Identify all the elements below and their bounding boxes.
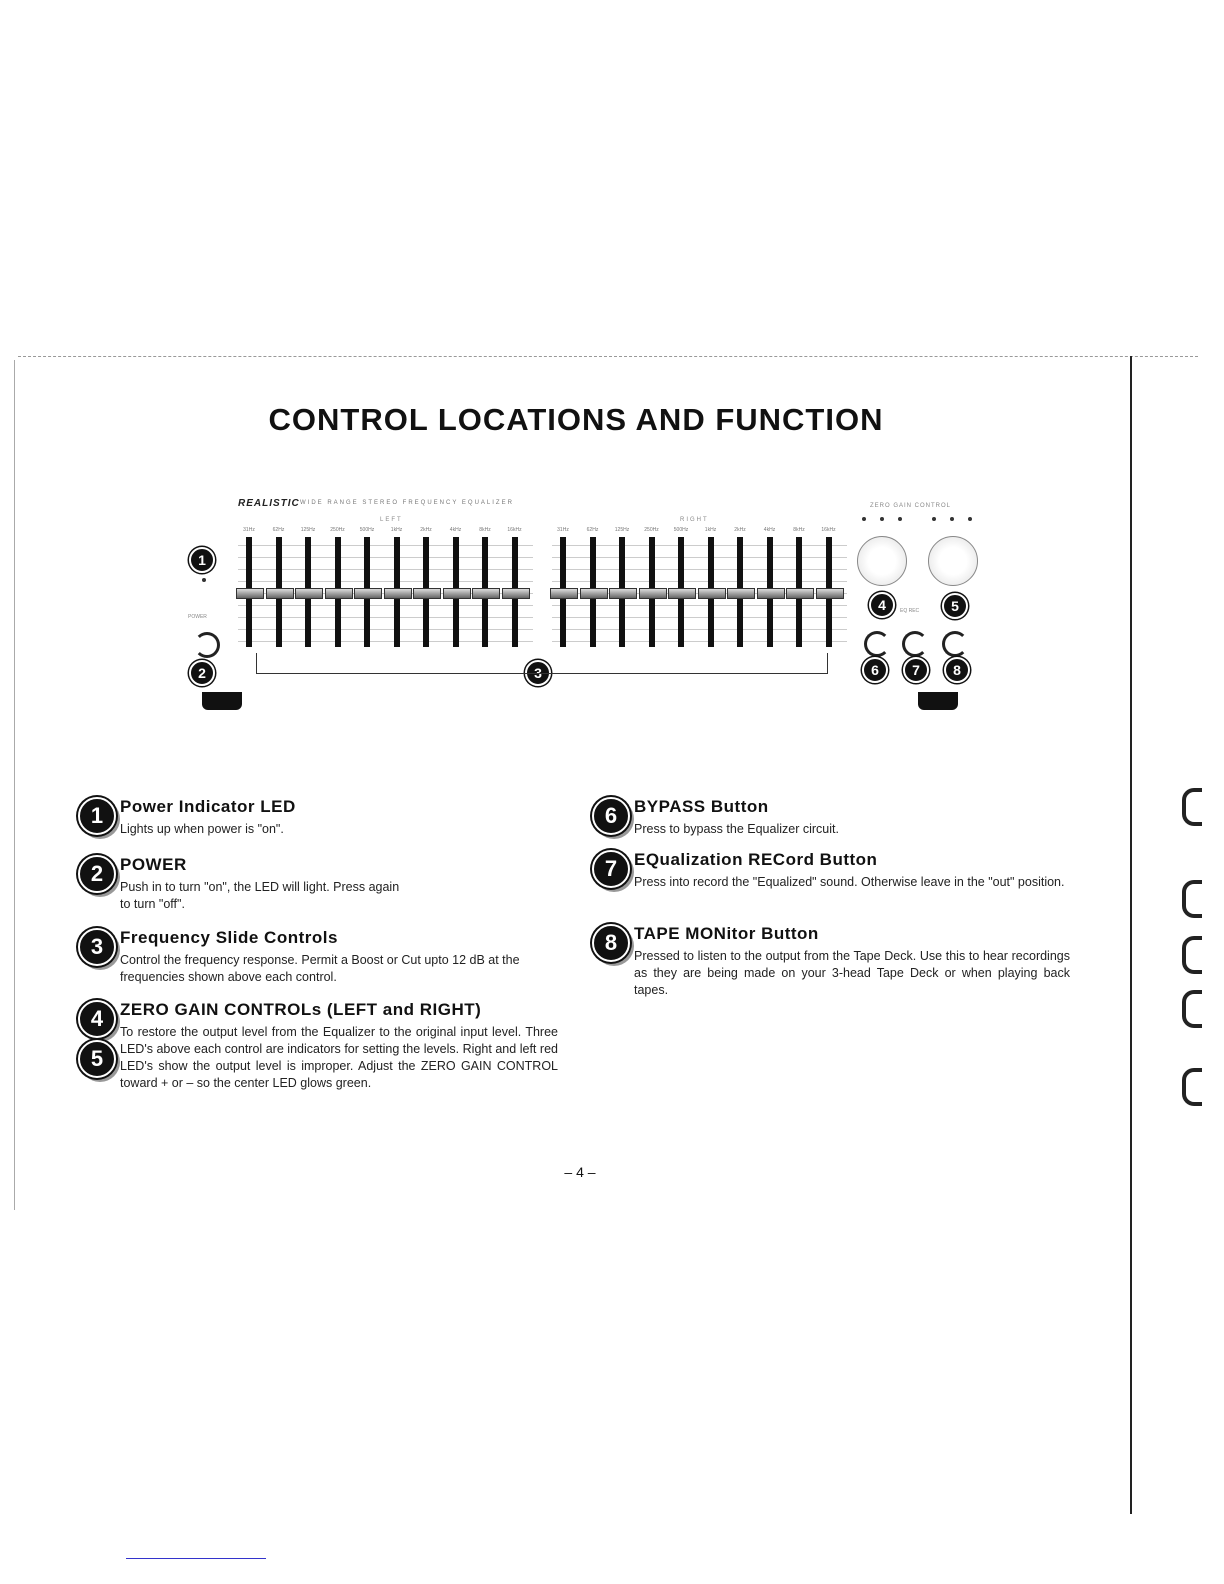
slider-grid-line xyxy=(552,641,847,642)
frequency-label: 16kHz xyxy=(821,527,836,533)
slider-knob-left xyxy=(472,588,500,599)
frequency-label: 500Hz xyxy=(359,527,375,533)
slider-knob-right xyxy=(757,588,785,599)
frequency-label: 125Hz xyxy=(300,527,316,533)
slider-grid-line xyxy=(238,617,533,618)
slider-knob-right xyxy=(639,588,667,599)
item-bypass xyxy=(592,797,1072,847)
power-label: POWER xyxy=(188,614,207,620)
slider-grid-line xyxy=(552,617,847,618)
brand-logo: REALISTIC xyxy=(238,498,300,509)
slider-knob-left xyxy=(295,588,323,599)
slider-bracket xyxy=(256,653,828,674)
edge-mark xyxy=(1182,990,1202,1028)
slider-grid-line xyxy=(552,629,847,630)
slider-grid-line xyxy=(238,569,533,570)
item-body: Pressed to listen to the output from the Tape Deck. Use this to hear recordings as they are being made on your 3-head Tape Deck or when playing back tapes. xyxy=(634,949,1070,997)
slider-grid-line xyxy=(238,557,533,558)
frequency-label: 500Hz xyxy=(673,527,689,533)
frequency-label: 8kHz xyxy=(479,527,491,533)
callout-7: 7 xyxy=(903,657,929,683)
slider-knob-right xyxy=(609,588,637,599)
slider-grid-line xyxy=(238,545,533,546)
right-rule xyxy=(1130,356,1132,1514)
item-body: To restore the output level from the Equalizer to the original input level. Three LED's above each control are indicators for setting the levels. Right and left red LED's show the output level is improper. Adjust the ZERO GAIN CONTROL toward + or – so the center LED glows green. xyxy=(120,1025,558,1090)
frequency-label: 1kHz xyxy=(390,527,403,533)
page-number: – 4 – xyxy=(564,1164,596,1180)
bottom-line xyxy=(126,1558,266,1559)
frequency-label: 125Hz xyxy=(614,527,630,533)
callout-3: 3 xyxy=(525,660,551,686)
frequency-label: 250Hz xyxy=(644,527,659,533)
callout-1: 1 xyxy=(189,547,215,573)
item-power xyxy=(78,855,558,917)
item-body: Control the frequency response. Permit a Boost or Cut upto 12 dB at the frequencies shown above each control. xyxy=(120,953,520,984)
frequency-label: 31Hz xyxy=(557,527,569,533)
slider-grid-line xyxy=(552,581,847,582)
frequency-label: 62Hz xyxy=(586,527,599,533)
eq-rec-label: EQ REC xyxy=(900,608,920,614)
zero-gain-label: ZERO GAIN CONTROL xyxy=(870,503,952,509)
badge-5: 5 xyxy=(78,1040,116,1078)
slider-knob-right xyxy=(550,588,578,599)
led-right-1 xyxy=(932,517,936,521)
item-body: Lights up when power is "on". xyxy=(120,822,284,836)
item-zero-gain xyxy=(78,1000,558,1130)
slider-knob-right xyxy=(816,588,844,599)
page-title: CONTROL LOCATIONS AND FUNCTION xyxy=(268,402,884,437)
frequency-label: 16kHz xyxy=(507,527,522,533)
slider-grid-line xyxy=(552,545,847,546)
led-left-3 xyxy=(898,517,902,521)
item-heading: BYPASS Button xyxy=(634,797,769,816)
item-heading: Frequency Slide Controls xyxy=(120,928,338,947)
item-heading: ZERO GAIN CONTROLs (LEFT and RIGHT) xyxy=(120,1000,482,1019)
callout-2: 2 xyxy=(189,660,215,686)
slider-knob-left xyxy=(325,588,353,599)
callout-6: 6 xyxy=(862,657,888,683)
tape-monitor-button xyxy=(942,631,968,657)
slider-grid-line xyxy=(238,641,533,642)
edge-mark xyxy=(1182,1068,1202,1106)
badge-1: 1 xyxy=(78,797,116,835)
slider-knob-left xyxy=(413,588,441,599)
frequency-label: 250Hz xyxy=(330,527,345,533)
eq-rec-button xyxy=(902,631,928,657)
led-right-3 xyxy=(968,517,972,521)
bypass-button xyxy=(864,631,890,657)
left-foot xyxy=(202,692,242,710)
slider-grid-line xyxy=(552,569,847,570)
slider-grid-line xyxy=(552,605,847,606)
top-rule xyxy=(18,356,1198,357)
slider-grid-line xyxy=(238,581,533,582)
slider-grid-line xyxy=(238,629,533,630)
badge-4: 4 xyxy=(78,1000,116,1038)
frequency-label: 4kHz xyxy=(763,527,776,533)
item-eq-rec xyxy=(592,850,1072,912)
slider-knob-left xyxy=(236,588,264,599)
led-left-2 xyxy=(880,517,884,521)
edge-mark xyxy=(1182,936,1202,974)
panel-subtitle: WIDE RANGE STEREO FREQUENCY EQUALIZER xyxy=(300,500,514,506)
callout-4: 4 xyxy=(869,592,895,618)
slider-knob-right xyxy=(698,588,726,599)
slider-knob-left xyxy=(502,588,530,599)
item-power-led xyxy=(78,797,558,847)
slider-knob-left xyxy=(384,588,412,599)
zero-gain-left-knob xyxy=(857,536,907,586)
frequency-label: 2kHz xyxy=(734,527,746,533)
frequency-label: 31Hz xyxy=(243,527,255,533)
item-body: Press into record the "Equalized" sound. Otherwise leave in the "out" position. xyxy=(634,875,1065,889)
power-led xyxy=(202,578,206,582)
slider-knob-left xyxy=(354,588,382,599)
slider-knob-left xyxy=(266,588,294,599)
item-heading: TAPE MONitor Button xyxy=(634,924,819,943)
power-button xyxy=(194,632,220,658)
badge-2: 2 xyxy=(78,855,116,893)
item-tape-monitor xyxy=(592,924,1072,1004)
frequency-label: 1kHz xyxy=(704,527,717,533)
left-rule xyxy=(14,360,15,1210)
slider-knob-right xyxy=(668,588,696,599)
led-right-2 xyxy=(950,517,954,521)
slider-knob-right xyxy=(727,588,755,599)
callout-5: 5 xyxy=(942,593,968,619)
slider-knob-right xyxy=(786,588,814,599)
frequency-label: 8kHz xyxy=(793,527,805,533)
callout-8: 8 xyxy=(944,657,970,683)
edge-mark xyxy=(1182,880,1202,918)
zero-gain-right-knob xyxy=(928,536,978,586)
slider-knob-left xyxy=(443,588,471,599)
item-heading: EQualization RECord Button xyxy=(634,850,878,869)
item-heading: POWER xyxy=(120,855,187,874)
edge-mark xyxy=(1182,788,1202,826)
right-foot xyxy=(918,692,958,710)
slider-grid-line xyxy=(552,557,847,558)
item-body: Push in to turn "on", the LED will light. Press again to turn "off". xyxy=(120,880,400,911)
frequency-label: 4kHz xyxy=(449,527,462,533)
slider-knob-right xyxy=(580,588,608,599)
item-body: Press to bypass the Equalizer circuit. xyxy=(634,822,839,836)
frequency-label: 2kHz xyxy=(420,527,432,533)
led-left-1 xyxy=(862,517,866,521)
left-channel-label: LEFT xyxy=(380,517,403,523)
right-channel-label: RIGHT xyxy=(680,517,709,523)
badge-6: 6 xyxy=(592,797,630,835)
frequency-label: 62Hz xyxy=(272,527,285,533)
slider-grid-line xyxy=(238,605,533,606)
badge-8: 8 xyxy=(592,924,630,962)
item-frequency-slides xyxy=(78,928,558,990)
badge-7: 7 xyxy=(592,850,630,888)
item-heading: Power Indicator LED xyxy=(120,797,296,816)
badge-3: 3 xyxy=(78,928,116,966)
